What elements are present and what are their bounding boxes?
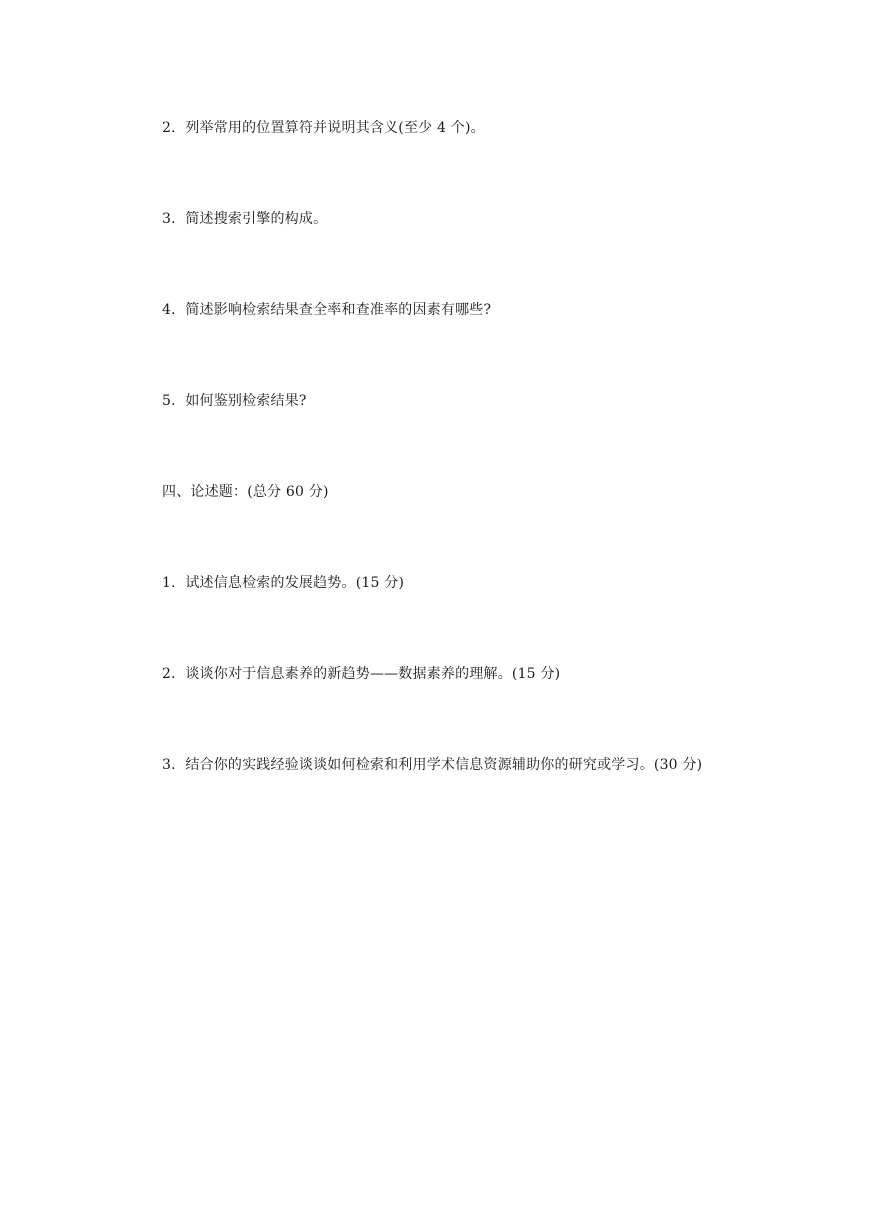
- question-number: 3．: [162, 757, 186, 773]
- question-text: 列举常用的位置算符并说明其含义(至少 4 个)。: [185, 120, 485, 136]
- question-number: 2．: [162, 120, 186, 136]
- question-number: 1．: [162, 575, 186, 591]
- question-2: [162, 118, 485, 138]
- question-4: [162, 300, 491, 320]
- question-text: 结合你的实践经验谈谈如何检索和利用学术信息资源辅助你的研究或学习。(30 分): [185, 757, 703, 773]
- essay-question-1: [162, 573, 404, 593]
- question-number: 5．: [162, 393, 186, 409]
- question-number: 3．: [162, 211, 186, 227]
- question-number: 2．: [162, 666, 186, 682]
- question-text: 谈谈你对于信息素养的新趋势——数据素养的理解。(15 分): [185, 666, 561, 682]
- question-3: [162, 209, 327, 229]
- question-text: 如何鉴别检索结果?: [185, 393, 307, 409]
- question-text: 试述信息检索的发展趋势。(15 分): [185, 575, 405, 591]
- essay-question-2: [162, 664, 560, 684]
- question-5: [162, 391, 307, 411]
- question-text: 简述搜索引擎的构成。: [185, 211, 328, 227]
- section-heading-essay: 四、论述题：(总分 60 分): [162, 484, 329, 500]
- question-number: 4．: [162, 302, 186, 318]
- essay-question-3: [162, 755, 702, 775]
- question-text: 简述影响检索结果查全率和查准率的因素有哪些?: [185, 302, 492, 318]
